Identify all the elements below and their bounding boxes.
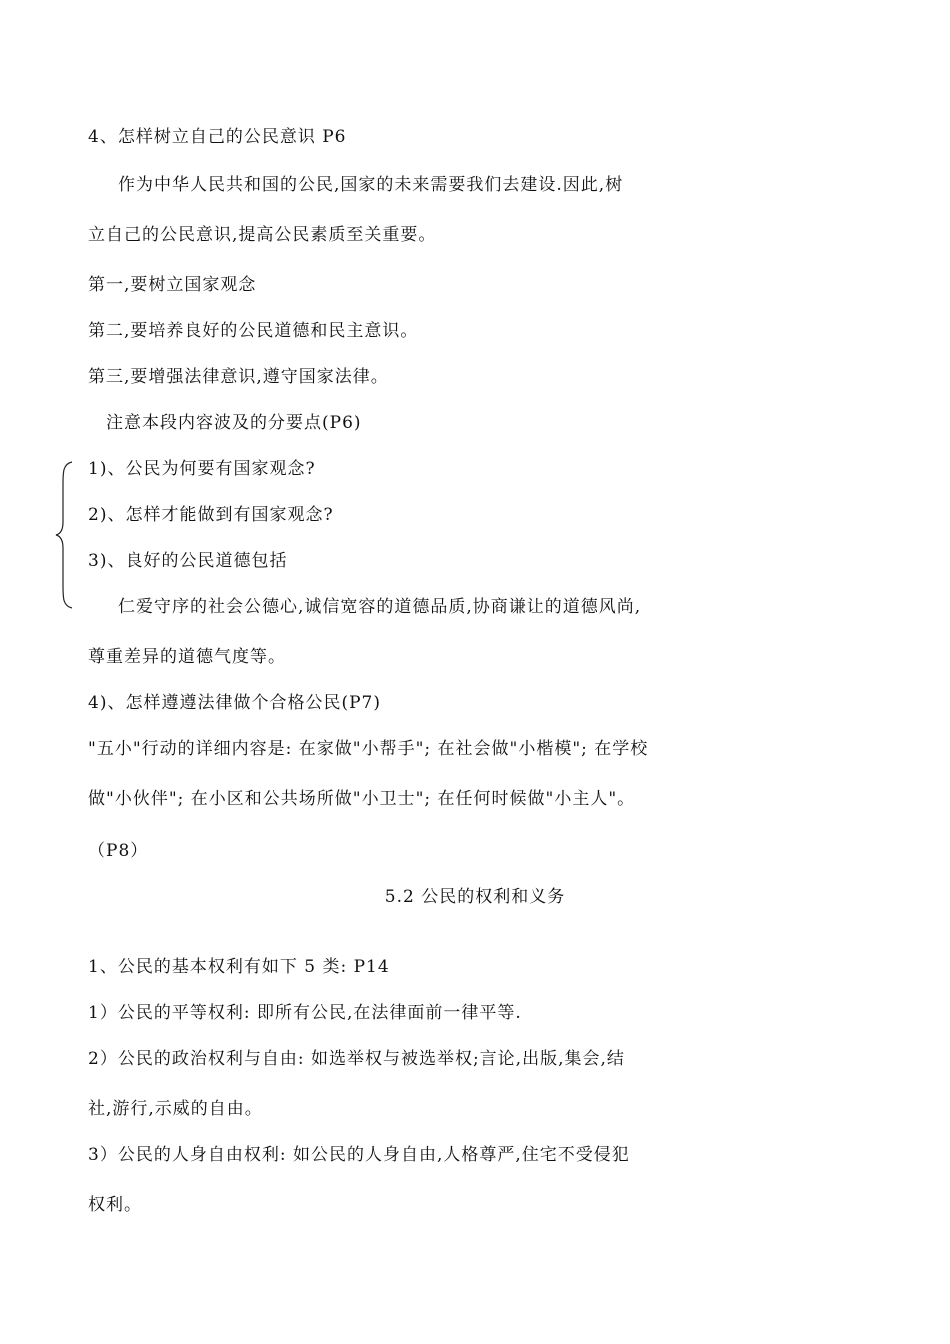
section-heading-4: 4、怎样树立自己的公民意识 P6 (88, 127, 347, 147)
paragraph-line: 作为中华人民共和国的公民,国家的未来需要我们去建设.因此,树 (118, 175, 624, 195)
paragraph-line: 仁爱守序的社会公德心,诚信宽容的道德品质,协商谦让的道德风尚, (118, 597, 642, 617)
sub-point: 2)、怎样才能做到有国家观念? (88, 505, 334, 525)
sub-point: 4)、怎样遵遵法律做个合格公民(P7) (88, 693, 381, 713)
paragraph-line: 权利。 (88, 1195, 142, 1215)
sub-point: 3)、良好的公民道德包括 (88, 551, 288, 571)
list-item: 第一,要树立国家观念 (88, 275, 257, 295)
left-brace-icon (54, 460, 76, 610)
paragraph-line: 社,游行,示威的自由。 (88, 1099, 263, 1119)
sub-point: 1)、公民为何要有国家观念? (88, 459, 316, 479)
paragraph-line: 做"小伙伴"; 在小区和公共场所做"小卫士"; 在任何时候做"小主人"。 (88, 789, 636, 809)
page-reference: （P8） (88, 841, 149, 861)
note-line: 注意本段内容波及的分要点(P6) (106, 413, 362, 433)
list-item: 1）公民的平等权利: 即所有公民,在法律面前一律平等. (88, 1003, 522, 1023)
paragraph-line: "五小"行动的详细内容是: 在家做"小帮手"; 在社会做"小楷模"; 在学校 (88, 739, 649, 759)
list-item: 第三,要增强法律意识,遵守国家法律。 (88, 367, 389, 387)
list-item: 2）公民的政治权利与自由: 如选举权与被选举权;言论,出版,集会,结 (88, 1049, 625, 1069)
list-item: 第二,要培养良好的公民道德和民主意识。 (88, 321, 419, 341)
paragraph-line: 立自己的公民意识,提高公民素质至关重要。 (88, 225, 437, 245)
list-item: 3）公民的人身自由权利: 如公民的人身自由,人格尊严,住宅不受侵犯 (88, 1145, 630, 1165)
section-heading-1: 1、公民的基本权利有如下 5 类: P14 (88, 957, 390, 977)
paragraph-line: 尊重差异的道德气度等。 (88, 647, 286, 667)
section-title: 5.2 公民的权利和义务 (384, 887, 566, 907)
